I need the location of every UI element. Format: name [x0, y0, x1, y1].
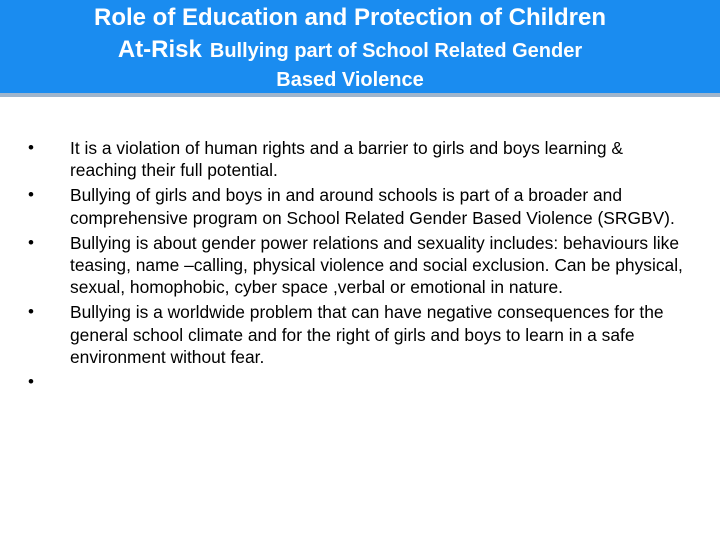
bullet-list [28, 137, 688, 392]
title-banner-shadow [0, 93, 720, 97]
bullet-item [28, 184, 688, 228]
bullet-dot: • [28, 372, 34, 392]
title-line-2-main: At-Risk [117, 36, 202, 63]
bullet-dot: • [28, 185, 34, 205]
bullet-item [28, 137, 688, 181]
title-line-1: Role of Education and Protection of Children [93, 4, 606, 31]
bullet-dot: • [28, 302, 34, 322]
title-line-3: Based Violence [276, 69, 424, 91]
slide-title [0, 0, 700, 93]
bullet-text: Bullying of girls and boys in and around schools is part of a broader and comprehensive program on School Related Gender Based Violence (SRGBV). [70, 185, 675, 228]
bullet-dot: • [28, 232, 34, 252]
title-line-2 [0, 35, 700, 66]
bullet-dot: • [28, 138, 34, 157]
title-line-2-sub: Bullying part of School Related Gender [209, 40, 583, 62]
bullet-text: Bullying is a worldwide problem that can have negative consequences for the general school climate and for the right of girls and boys to learn in a safe environment without fear. [70, 302, 664, 367]
bullet-text: Bullying is about gender power relations and sexuality includes: behaviours like teasing, name –calling, physical violence and social exclusion. Can be physical, sexual, homophobic, cyber space ,verbal or emotional in nature. [70, 232, 683, 298]
bullet-item [28, 232, 688, 299]
bullet-item [28, 301, 688, 368]
bullet-text: It is a violation of human rights and a barrier to girls and boys learning & reaching their full potential. [70, 138, 623, 181]
